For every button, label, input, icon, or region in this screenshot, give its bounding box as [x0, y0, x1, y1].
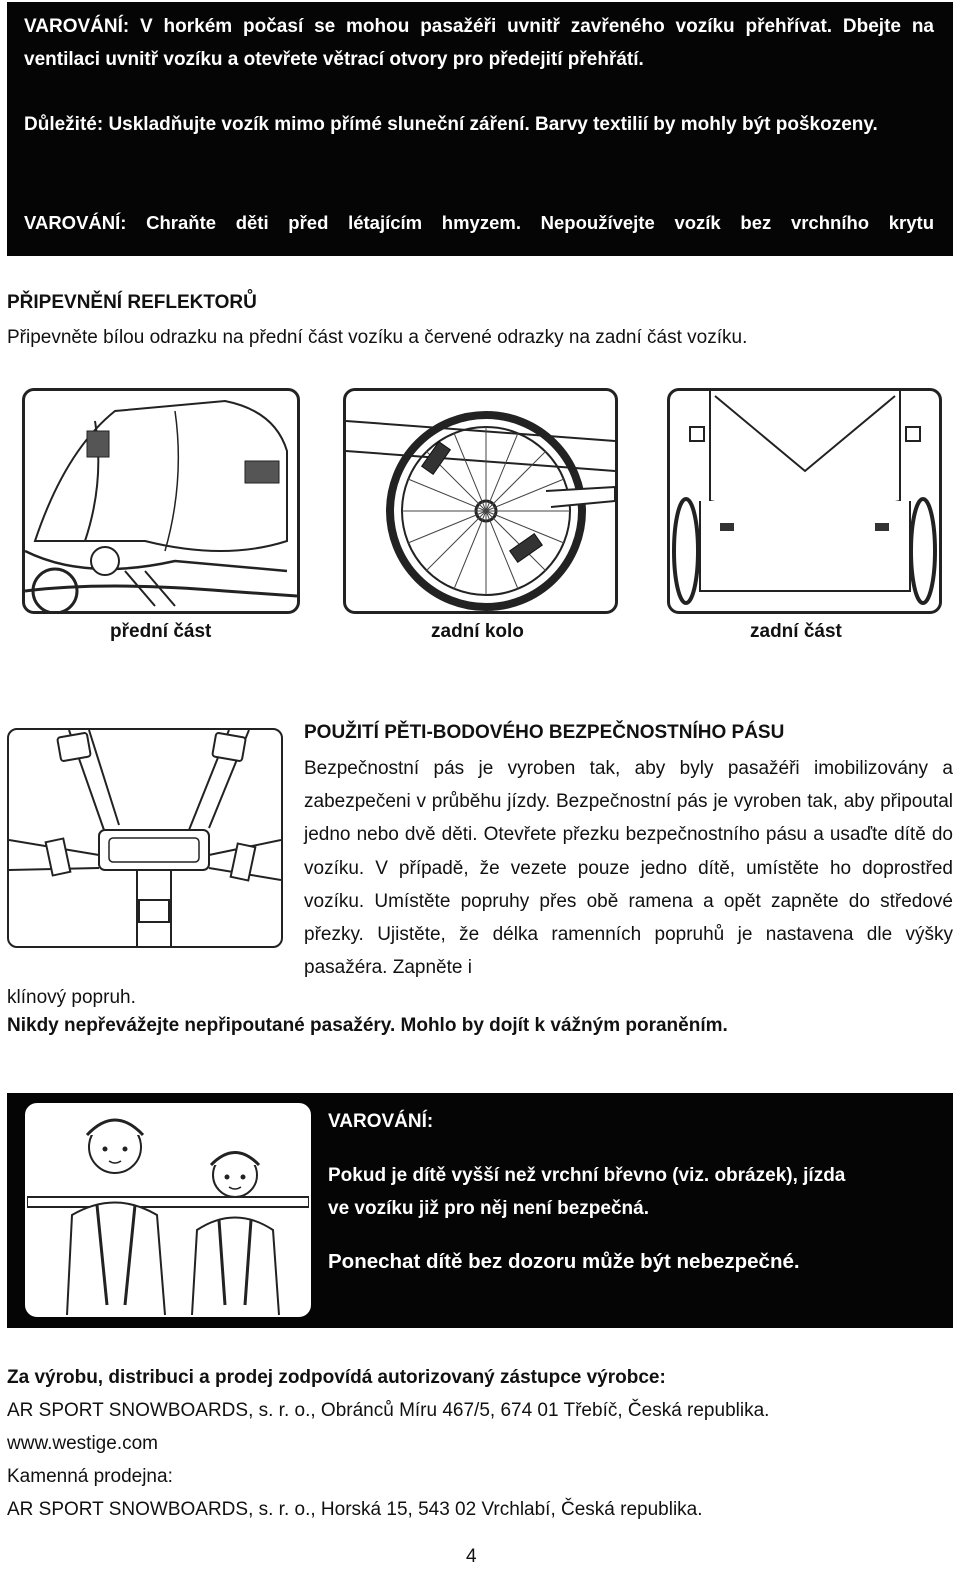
page-number: 4: [466, 1546, 477, 1567]
footer-heading: Za výrobu, distribuci a prodej zodpovídá autorizovaný zástupce výrobce:: [7, 1367, 666, 1388]
rear-wheel-illustration: [343, 388, 618, 614]
bottom-warning-box: [7, 1093, 953, 1328]
bottom-warning-line2: ve vozíku již pro něj není bezpečná.: [328, 1198, 649, 1219]
reflectors-text: Připevněte bílou odrazku na přední část vozíku a červené odrazky na zadní část vozíku.: [7, 327, 748, 348]
belt-title: POUŽITÍ PĚTI-BODOVÉHO BEZPEČNOSTNÍHO PÁSU: [304, 722, 785, 743]
belt-text: Bezpečnostní pás je vyroben tak, aby byly pasažéři imobilizovány a zabezpečeni v průběhu jízdy. Bezpečnostní pás je vyroben tak, aby připoutal jedno nebo dvě děti. Otevřete přezku bezpečnostního pásu a usaďte dítě do vozíku. V případě, že vezete pouze jedno dítě, umístěte ho doprostřed vozíku. Umístěte popruhy přes obě ramena a opět zapněte do středové přezky. Ujistěte, že délka ramenních popruhů je nastavena dle výšky pasažéra. Zapněte i: [304, 758, 953, 979]
trailer-rear-image: [670, 391, 939, 611]
footer-address-vrchlabi: AR SPORT SNOWBOARDS, s. r. o., Horská 15, 543 02 Vrchlabí, Česká republika.: [7, 1499, 703, 1520]
children-in-seat-image: [27, 1105, 309, 1315]
rear-illustration: [667, 388, 942, 614]
trailer-front-image: [25, 391, 297, 611]
children-height-illustration: [25, 1103, 311, 1317]
harness-image: [9, 730, 281, 946]
caption-rear: zadní část: [750, 621, 842, 642]
footer-website-link[interactable]: www.westige.com: [7, 1433, 158, 1454]
caption-rear-wheel: zadní kolo: [431, 621, 524, 642]
warning-storage-text: Důležité: Uskladňujte vozík mimo přímé sluneční záření. Barvy textilií by mohly být poškozeny.: [24, 114, 878, 135]
footer-address-trebic: AR SPORT SNOWBOARDS, s. r. o., Obránců Míru 467/5, 674 01 Třebíč, Česká republika.: [7, 1400, 770, 1421]
caption-front: přední část: [110, 621, 212, 642]
warning-box: [7, 2, 953, 256]
harness-illustration: [7, 728, 283, 948]
warning-insects-text: VAROVÁNÍ: Chraňte děti před létajícím hmyzem. Nepoužívejte vozík bez vrchního krytu: [24, 212, 934, 233]
rear-wheel-image: [346, 391, 615, 611]
reflectors-title: PŘIPEVNĚNÍ REFLEKTORŮ: [7, 292, 257, 313]
front-illustration: [22, 388, 300, 614]
bottom-warning-line1: Pokud je dítě vyšší než vrchní břevno (viz. obrázek), jízda: [328, 1165, 846, 1186]
warning-heat-text: VAROVÁNÍ: V horkém počasí se mohou pasažéři uvnitř zavřeného vozíku přehřívat. Dbejte na ventilaci uvnitř vozíku a otevřete větrací otvory pro předejití přehřátí.: [24, 16, 934, 70]
belt-bold-warning: Nikdy nepřevážejte nepřipoutané pasažéry. Mohlo by dojít k vážným poraněním.: [7, 1015, 728, 1036]
footer-store-label: Kamenná prodejna:: [7, 1466, 173, 1487]
bottom-warning-title: VAROVÁNÍ:: [328, 1111, 434, 1132]
bottom-warning-line3: Ponechat dítě bez dozoru může být nebezpečné.: [328, 1250, 800, 1273]
belt-text-continued: klínový popruh.: [7, 987, 136, 1008]
